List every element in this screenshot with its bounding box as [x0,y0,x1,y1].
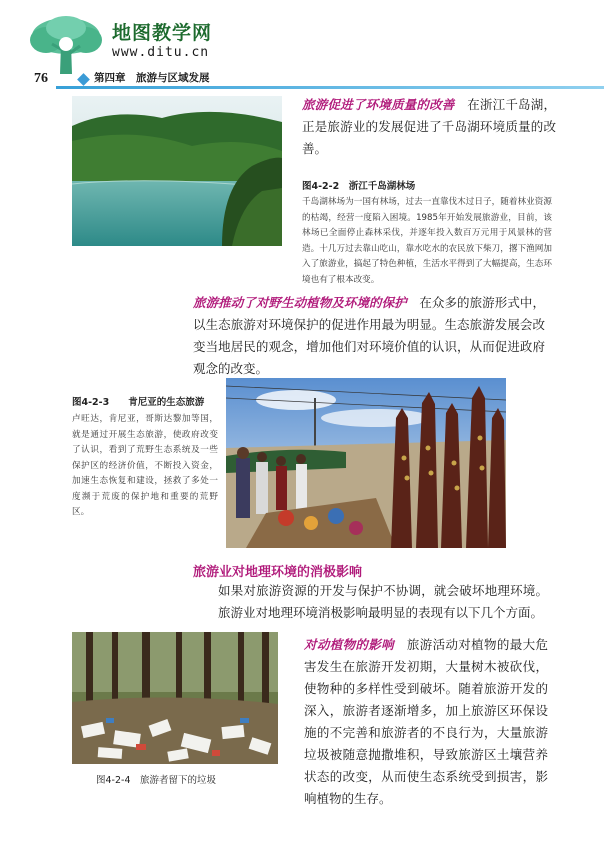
section-heading: 旅游推动了对野生动植物及环境的保护 [193,295,407,310]
tourist-litter-photo [72,632,278,764]
figure-title: 图4-2-2 浙江千岛湖林场 [302,181,416,192]
page-number: 76 [34,71,48,86]
section-wildlife-protection [193,292,545,380]
brand-name: 地图教学网 [112,22,213,44]
tree-logo-icon [26,14,108,76]
figure-description: 卢旺达，肯尼亚，哥斯达黎加等国，就是通过开展生态旅游，使政府改变了认识，看到了荒野生态系统及一些保护区的经济价值，不断投入资金，加速生态恢复和建设，拯救了多处一度濒于荒废的保护地和重要的荒野区。 [72,414,218,517]
figure-caption-litter: 图4-2-4 旅游者留下的垃圾 [96,775,216,786]
figure-caption-lake [302,178,552,288]
section-text: 在众多的旅游形式中，以生态旅游对环境保护的促进作用最为明显。生态旅游发展会改变当地居民的观念，增加他们对环境价值的认识，从而促进政府观念的改变。 [193,295,545,376]
chapter-title: 第四章 旅游与区域发展 [94,72,210,84]
kenya-market-photo [226,378,506,548]
header-divider [56,86,604,89]
figure-title: 图4-2-3 肯尼亚的生态旅游 [72,397,205,408]
section-plants-animals [304,634,548,810]
section-negative-impact-text: 如果对旅游资源的开发与保护不协调，就会破坏地理环境。旅游业对地理环境消极影响最明显的表现有以下几个方面。 [218,583,548,620]
brand-url: www.ditu.cn [112,45,210,60]
section-heading-negative-impact: 旅游业对地理环境的消极影响 [193,565,363,580]
figure-caption-kenya [72,394,218,521]
section-text: 旅游活动对植物的最大危害发生在旅游开发初期，大量树木被砍伐，使物种的多样性受到破坏。随着旅游开发的深入，旅游者逐渐增多，加上旅游区环保设施的不完善和旅游者的不良行为，大量旅游垃圾被随意抛撒堆积，导致旅游区土壤营养状态的改变，从而使生态系统受到损害，影响植物的生存。 [304,637,548,806]
section-heading: 对动植物的影响 [304,637,395,652]
section-text: 在浙江千岛湖，正是旅游业的发展促进了千岛湖环境质量的改善。 [302,97,556,156]
figure-description: 千岛湖林场为一国有林场，过去一直靠伐木过日子，随着林业资源的枯竭，经营一度陷入困境。1985年开始发展旅游业，目前，该林场已全面停止森林采伐，并逐年投入数百万元用于风景林的营造。十几万过去靠山吃山，靠水吃水的农民放下柴刀，撂下渔网加入了旅游业，搞起了特色种植，生活水平得到了大幅提高，生态环境也有了根本改变。 [302,197,552,285]
lake-forest-photo [72,96,282,246]
section-heading: 旅游促进了环境质量的改善 [302,97,455,112]
section-environment-improvement [302,94,556,160]
